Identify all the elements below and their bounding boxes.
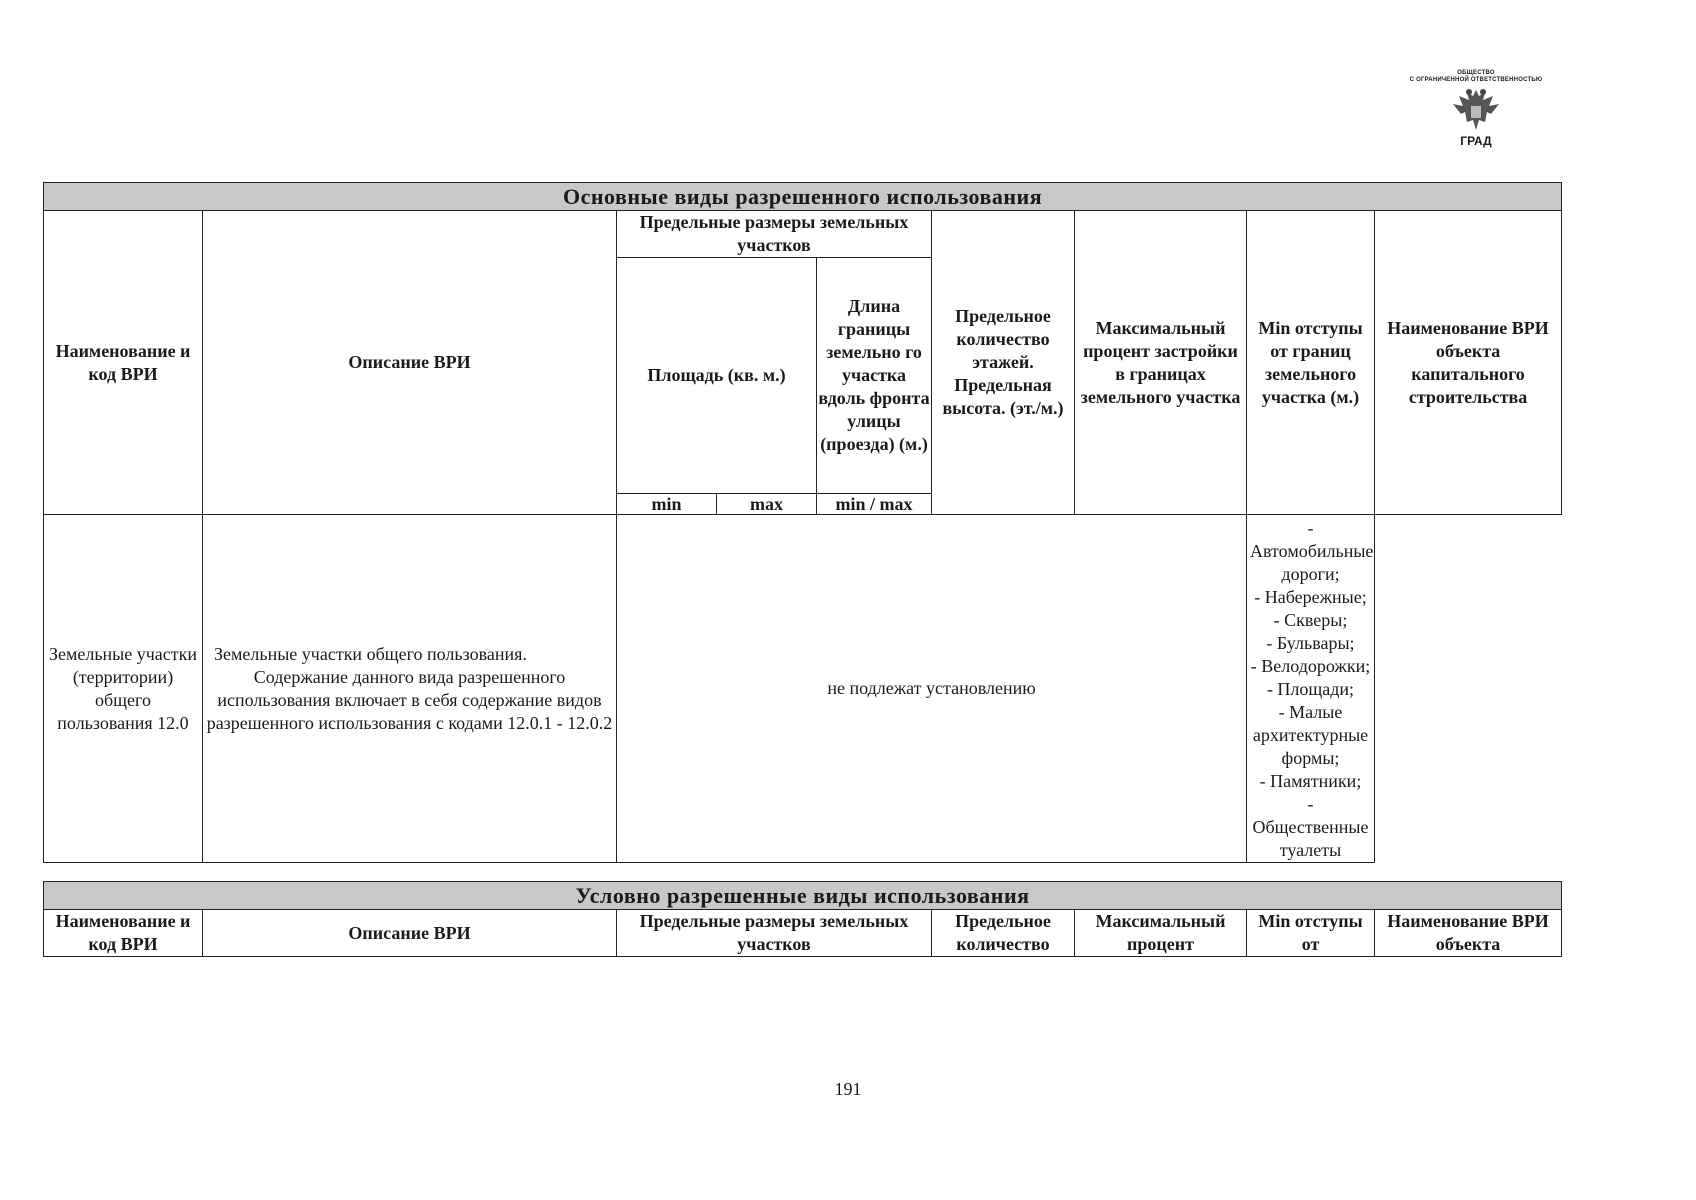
object-item: - Общественные туалеты xyxy=(1252,794,1369,860)
logo-org-line1: ОБЩЕСТВО xyxy=(1457,70,1495,76)
page-number: 191 xyxy=(834,1079,862,1099)
header-length: Длина границы земельно го участка вдоль фронта улицы (проезда) (м.) xyxy=(817,258,932,494)
object-item: - Малые архитектурные формы; xyxy=(1252,702,1369,768)
header2-min-setback: Min отступы от xyxy=(1247,910,1375,957)
main-uses-table xyxy=(43,182,1562,863)
company-logo xyxy=(1396,70,1556,148)
object-item: - Автомобильные дороги; xyxy=(1250,518,1374,584)
header-object-name: Наименование ВРИ объекта капитального строительства xyxy=(1375,211,1562,515)
cell-not-established: не подлежат установлению xyxy=(617,515,1247,863)
section-title-conditional: Условно разрешенные виды использования xyxy=(44,882,1562,910)
header-name-code: Наименование и код ВРИ xyxy=(44,211,203,515)
header-max-percent: Максимальный процент застройки в границах земельного участка xyxy=(1075,211,1247,515)
object-item: - Бульвары; xyxy=(1266,633,1355,653)
section-title-main: Основные виды разрешенного использования xyxy=(44,183,1562,211)
header2-plot-limits: Предельные размеры земельных участков xyxy=(617,910,932,957)
object-item: - Велодорожки; xyxy=(1250,656,1371,676)
logo-org-line2: С ОГРАНИЧЕННОЙ ОТВЕТСТВЕННОСТЬЮ xyxy=(1409,77,1543,83)
header-plot-limits: Предельные размеры земельных участков xyxy=(617,211,932,258)
cell-objects-list xyxy=(1247,515,1375,863)
object-item: - Скверы; xyxy=(1273,610,1348,630)
header-description: Описание ВРИ xyxy=(203,211,617,515)
header-min-setback: Min отступы от границ земельного участка (м.) xyxy=(1247,211,1375,515)
header-max: max xyxy=(717,494,817,515)
cell-description xyxy=(203,515,617,863)
header2-object-name: Наименование ВРИ объекта xyxy=(1375,910,1562,957)
header-area: Площадь (кв. м.) xyxy=(617,258,817,494)
header2-max-percent: Максимальный процент xyxy=(1075,910,1247,957)
object-item: - Набережные; xyxy=(1254,587,1367,607)
header-minmax: min / max xyxy=(817,494,932,515)
header-min: min xyxy=(617,494,717,515)
object-item: - Площади; xyxy=(1266,679,1355,699)
eagle-emblem-icon xyxy=(1449,86,1503,136)
cell-name-code: Земельные участки (территории) общего пользования 12.0 xyxy=(44,515,203,863)
conditional-uses-table xyxy=(43,881,1562,957)
object-item: - Памятники; xyxy=(1259,771,1362,791)
header2-name-code: Наименование и код ВРИ xyxy=(44,910,203,957)
header-floors: Предельное количество этажей. Предельная высота. (эт./м.) xyxy=(932,211,1075,515)
header2-description: Описание ВРИ xyxy=(203,910,617,957)
description-first-line: Земельные участки общего пользования. xyxy=(214,643,527,664)
logo-name: ГРАД xyxy=(1460,134,1492,148)
header2-floors: Предельное количество xyxy=(932,910,1075,957)
description-rest: Содержание данного вида разрешенного использования включает в себя содержание видов разрешенного использования с кодами 12.0.1 - 12.0.2 xyxy=(206,666,613,733)
